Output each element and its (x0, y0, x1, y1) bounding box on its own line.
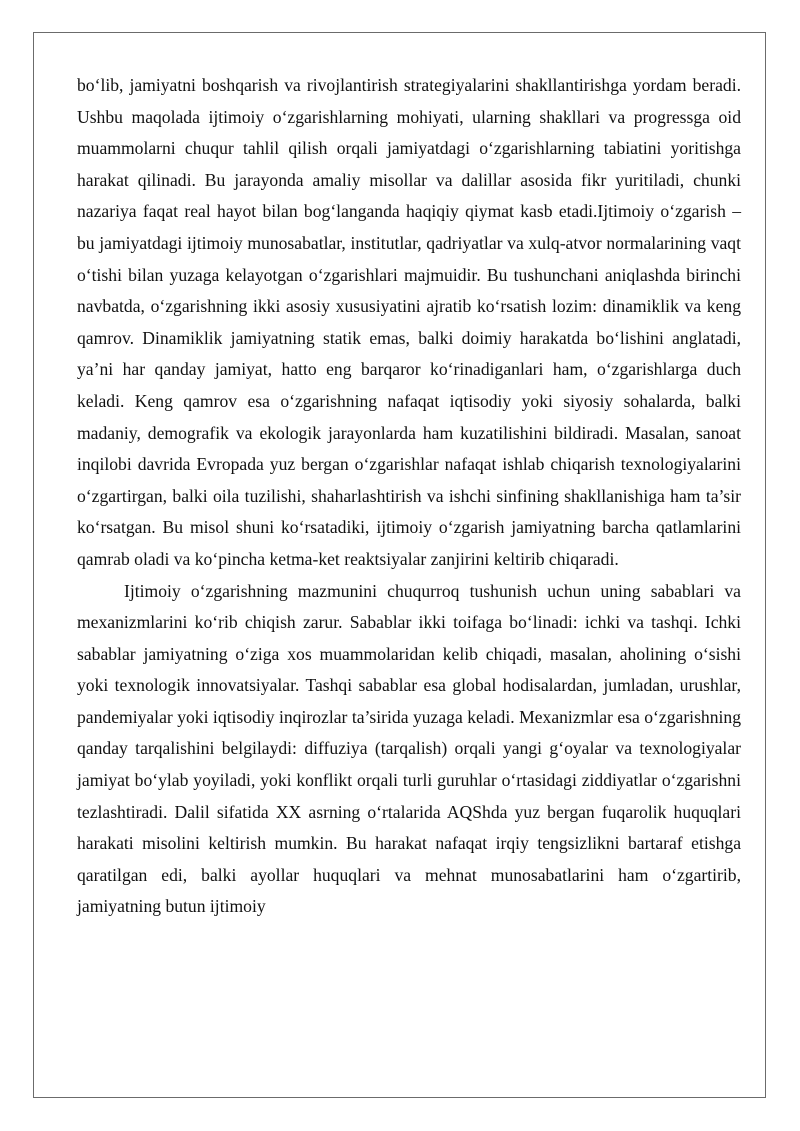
paragraph-2: Ijtimoiy o‘zgarishning mazmunini chuqurroq tushunish uchun uning sabablari va mexanizmlarini ko‘rib chiqish zarur. Sabablar ikki toifaga bo‘linadi: ichki va tashqi. Ichki sabablar jamiyatning o‘ziga xos muammolaridan kelib chiqadi, masalan, aholining o‘sishi yoki texnologik innovatsiyalar. Tashqi sabablar esa global hodisalardan, jumladan, urushlar, pandemiyalar yoki iqtisodiy inqirozlar ta’sirida yuzaga keladi. Mexanizmlar esa o‘zgarishning qanday tarqalishini belgilaydi: diffuziya (tarqalish) orqali yangi g‘oyalar va texnologiyalar jamiyat bo‘ylab yoyiladi, yoki konflikt orqali turli guruhlar o‘rtasidagi ziddiyatlar o‘zgarishni tezlashtiradi. Dalil sifatida XX asrning o‘rtalarida AQShda yuz bergan fuqarolik huquqlari harakati misolini keltirish mumkin. Bu harakat nafaqat irqiy tengsizlikni bartaraf etishga qaratilgan edi, balki ayollar huquqlari va mehnat munosabatlarini ham o‘zgartirib, jamiyatning butun ijtimoiy (77, 580, 741, 917)
document-body (77, 70, 741, 923)
paragraph-1: bo‘lib, jamiyatni boshqarish va rivojlantirish strategiyalarini shakllantirishga yordam beradi. Ushbu maqolada ijtimoiy o‘zgarishlarning mohiyati, ularning shakllari va progressga oid muammolarni chuqur tahlil qilish orqali jamiyatdagi o‘zgarishlarning tabiatini yoritishga harakat qilinadi. Bu jarayonda amaliy misollar va dalillar asosida fikr yuritiladi, chunki nazariya faqat real hayot bilan bog‘langanda haqiqiy qiymat kasb etadi.Ijtimoiy o‘zgarish – bu jamiyatdagi ijtimoiy munosabatlar, institutlar, qadriyatlar va xulq-atvor normalarining vaqt o‘tishi bilan yuzaga kelayotgan o‘zgarishlari majmuidir. Bu tushunchani aniqlashda birinchi navbatda, o‘zgarishning ikki asosiy xususiyatini ajratib ko‘rsatish lozim: dinamiklik va keng qamrov. Dinamiklik jamiyatning statik emas, balki doimiy harakatda bo‘lishini anglatadi, ya’ni har qanday jamiyat, hatto eng barqaror ko‘rinadiganlari ham, o‘zgarishlarga duch keladi. Keng qamrov esa o‘zgarishning nafaqat iqtisodiy yoki siyosiy sohalarda, balki madaniy, demografik va ekologik jarayonlarda ham kuzatilishini bildiradi. Masalan, sanoat inqilobi davrida Evropada yuz bergan o‘zgarishlar nafaqat ishlab chiqarish texnologiyalarini o‘zgartirgan, balki oila tuzilishi, shaharlashtirish va ishchi sinfining shakllanishiga ham ta’sir ko‘rsatgan. Bu misol shuni ko‘rsatadiki, ijtimoiy o‘zgarish jamiyatning barcha qatlamlarini qamrab oladi va ko‘pincha ketma-ket reaktsiyalar zanjirini keltirib chiqaradi. (77, 75, 741, 569)
